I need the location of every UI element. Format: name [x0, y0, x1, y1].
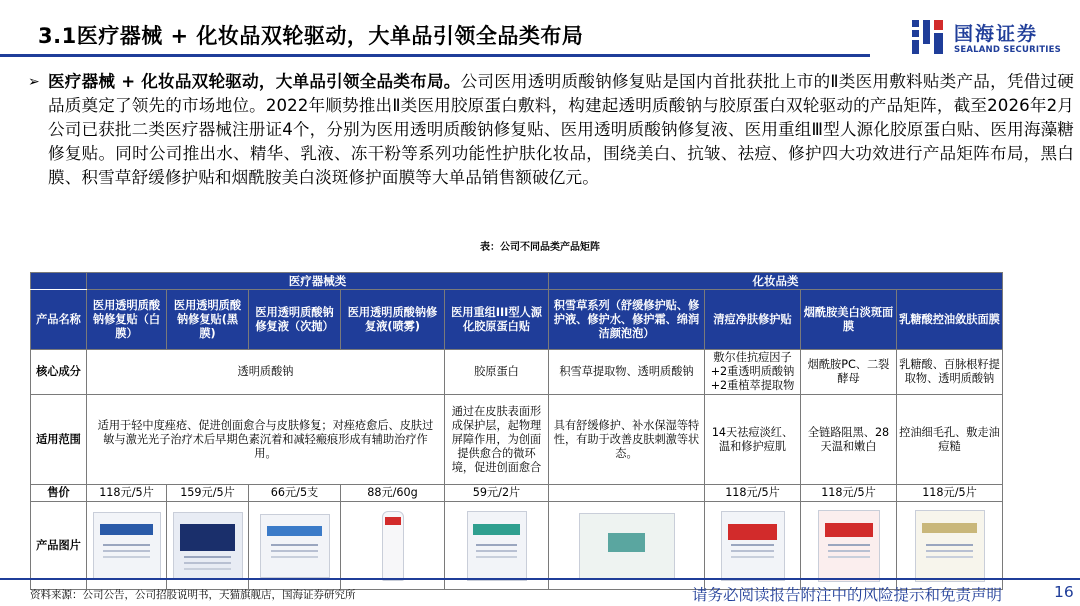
price-ha-patch-white: 118元/5片: [87, 485, 167, 502]
ingredient-collagen: 胶原蛋白: [445, 350, 549, 395]
product-ha-liquid-single: 医用透明质酸钠修复液（次抛）: [249, 290, 341, 350]
usage-row: [31, 395, 1003, 485]
intro-lead: 医疗器械 + 化妆品双轮驱动，大单品引领全品类布局。: [48, 72, 461, 91]
ingredient-centella: 积雪草提取物、透明质酸钠: [549, 350, 705, 395]
sealand-logo: [910, 16, 1070, 60]
arrow-bullet-icon: ➢: [28, 74, 40, 90]
image-collagen-patch: [445, 502, 549, 590]
product-box-image: [93, 512, 161, 580]
price-ha-liquid-single: 66元/5支: [249, 485, 341, 502]
intro-paragraph: [28, 70, 1074, 190]
page-number: 16: [1054, 583, 1074, 601]
image-centella-series: [549, 502, 705, 590]
price-niacinamide-mask: 118元/5片: [801, 485, 897, 502]
product-collagen-patch: 医用重组III型人源化胶原蛋白贴: [445, 290, 549, 350]
product-pouch-image: [467, 511, 527, 581]
product-box-image: [915, 510, 985, 582]
product-set-image: [579, 513, 675, 579]
product-name-label: 产品名称: [31, 290, 87, 350]
image-row: [31, 502, 1003, 590]
image-label: 产品图片: [31, 502, 87, 590]
product-acne-patch: 清痘净肤修护贴: [705, 290, 801, 350]
product-ha-liquid-spray: 医用透明质酸钠修复液(喷雾): [341, 290, 445, 350]
footer-rule: [0, 578, 1080, 580]
ingredient-ha: 透明质酸钠: [87, 350, 445, 395]
product-name-row: [31, 290, 1003, 350]
usage-lactobionic: 控油细毛孔、敷走油痘糙: [897, 395, 1003, 485]
group-medical-header: 医疗器械类: [87, 273, 549, 290]
price-row: [31, 485, 1003, 502]
page-header: [0, 0, 1080, 60]
price-lactobionic-mask: 118元/5片: [897, 485, 1003, 502]
intro-body: 公司医用透明质酸钠修复贴是国内首批获批上市的Ⅱ类医用敷料贴类产品，凭借过硬品质奠定了领先的市场地位。2022年顺势推出Ⅱ类医用胶原蛋白敷料，构建起透明质酸钠与胶原蛋白双轮驱动的产品矩阵，截至2026年2月公司已获批二类医疗器械注册证4个，分别为医用透明质酸钠修复贴、医用透明质酸钠修复液、医用重组Ⅲ型人源化胶原蛋白贴、医用海藻糖修复贴。同时公司推出水、精华、乳液、冻干粉等系列功能性护肤化妆品，围绕美白、抗皱、祛痘、修护四大功效进行产品矩阵布局，黑白膜、积雪草舒缓修护贴和烟酰胺美白淡斑修护面膜等大单品销售额破亿元。: [48, 72, 1074, 187]
usage-collagen: 通过在皮肤表面形成保护层，起物理屏障作用，为创面提供愈合的微环境，促进创面愈合: [445, 395, 549, 485]
sealand-logo-icon: [910, 16, 946, 56]
price-collagen-patch: 59元/2片: [445, 485, 549, 502]
price-ha-liquid-spray: 88元/60g: [341, 485, 445, 502]
logo-chinese-name: 国海证券: [954, 23, 1039, 45]
product-box-image: [721, 511, 785, 581]
product-box-image: [260, 514, 330, 578]
price-centella-series: [549, 485, 705, 502]
product-matrix-table: [30, 272, 1003, 590]
disclaimer-text: 请务必阅读报告附注中的风险提示和免责声明: [692, 586, 1003, 604]
usage-ha: 适用于轻中度痤疮、促进创面愈合与皮肤修复；对痤疮愈后、皮肤过敏与激光光子治疗术后早期色素沉着和减轻瘢痕形成有辅助治疗作用。: [87, 395, 445, 485]
image-niacinamide-mask: [801, 502, 897, 590]
usage-niacinamide: 全链路阻黑、28天温和嫩白: [801, 395, 897, 485]
ingredient-label: 核心成分: [31, 350, 87, 395]
product-box-image: [173, 512, 243, 580]
logo-english-name: SEALAND SECURITIES: [954, 45, 1061, 55]
price-ha-patch-black: 159元/5片: [167, 485, 249, 502]
product-niacinamide-mask: 烟酰胺美白淡斑面膜: [801, 290, 897, 350]
price-acne-patch: 118元/5片: [705, 485, 801, 502]
image-ha-liquid-spray: [341, 502, 445, 590]
ingredient-lactobionic: 乳糖酸、百脉根籽提取物、透明质酸钠: [897, 350, 1003, 395]
group-cosmetic-header: 化妆品类: [549, 273, 1003, 290]
image-ha-liquid-single: [249, 502, 341, 590]
ingredient-niacinamide: 烟酰胺PC、二裂酵母: [801, 350, 897, 395]
usage-label: 适用范围: [31, 395, 87, 485]
price-label: 售价: [31, 485, 87, 502]
usage-acne: 14天祛痘淡红、温和修护痘肌: [705, 395, 801, 485]
slide-title: 3.1医疗器械 + 化妆品双轮驱动，大单品引领全品类布局: [38, 24, 584, 48]
image-ha-patch-black: [167, 502, 249, 590]
ingredient-row: [31, 350, 1003, 395]
title-underline: [0, 54, 870, 57]
group-header-row: [31, 273, 1003, 290]
data-source-note: 资料来源：公司公告，公司招股说明书，天猫旗舰店，国海证券研究所: [30, 589, 356, 601]
product-centella-series: 积雪草系列（舒缓修护贴、修护液、修护水、修护霜、绵润洁颜泡泡）: [549, 290, 705, 350]
spray-bottle-image: [382, 511, 404, 581]
image-lactobionic-mask: [897, 502, 1003, 590]
product-lactobionic-mask: 乳糖酸控油敛肤面膜: [897, 290, 1003, 350]
usage-centella: 具有舒缓修护、补水保湿等特性，有助于改善皮肤刺激等状态。: [549, 395, 705, 485]
table-caption: 表：公司不同品类产品矩阵: [480, 242, 600, 253]
image-acne-patch: [705, 502, 801, 590]
corner-cell: [31, 273, 87, 290]
product-ha-patch-white: 医用透明质酸钠修复贴（白膜）: [87, 290, 167, 350]
image-ha-patch-white: [87, 502, 167, 590]
product-box-image: [818, 510, 880, 582]
product-ha-patch-black: 医用透明质酸钠修复贴(黑膜): [167, 290, 249, 350]
ingredient-acne: 敷尔佳抗痘因子+2重透明质酸钠+2重植萃提取物: [705, 350, 801, 395]
intro-text: [48, 70, 1074, 190]
